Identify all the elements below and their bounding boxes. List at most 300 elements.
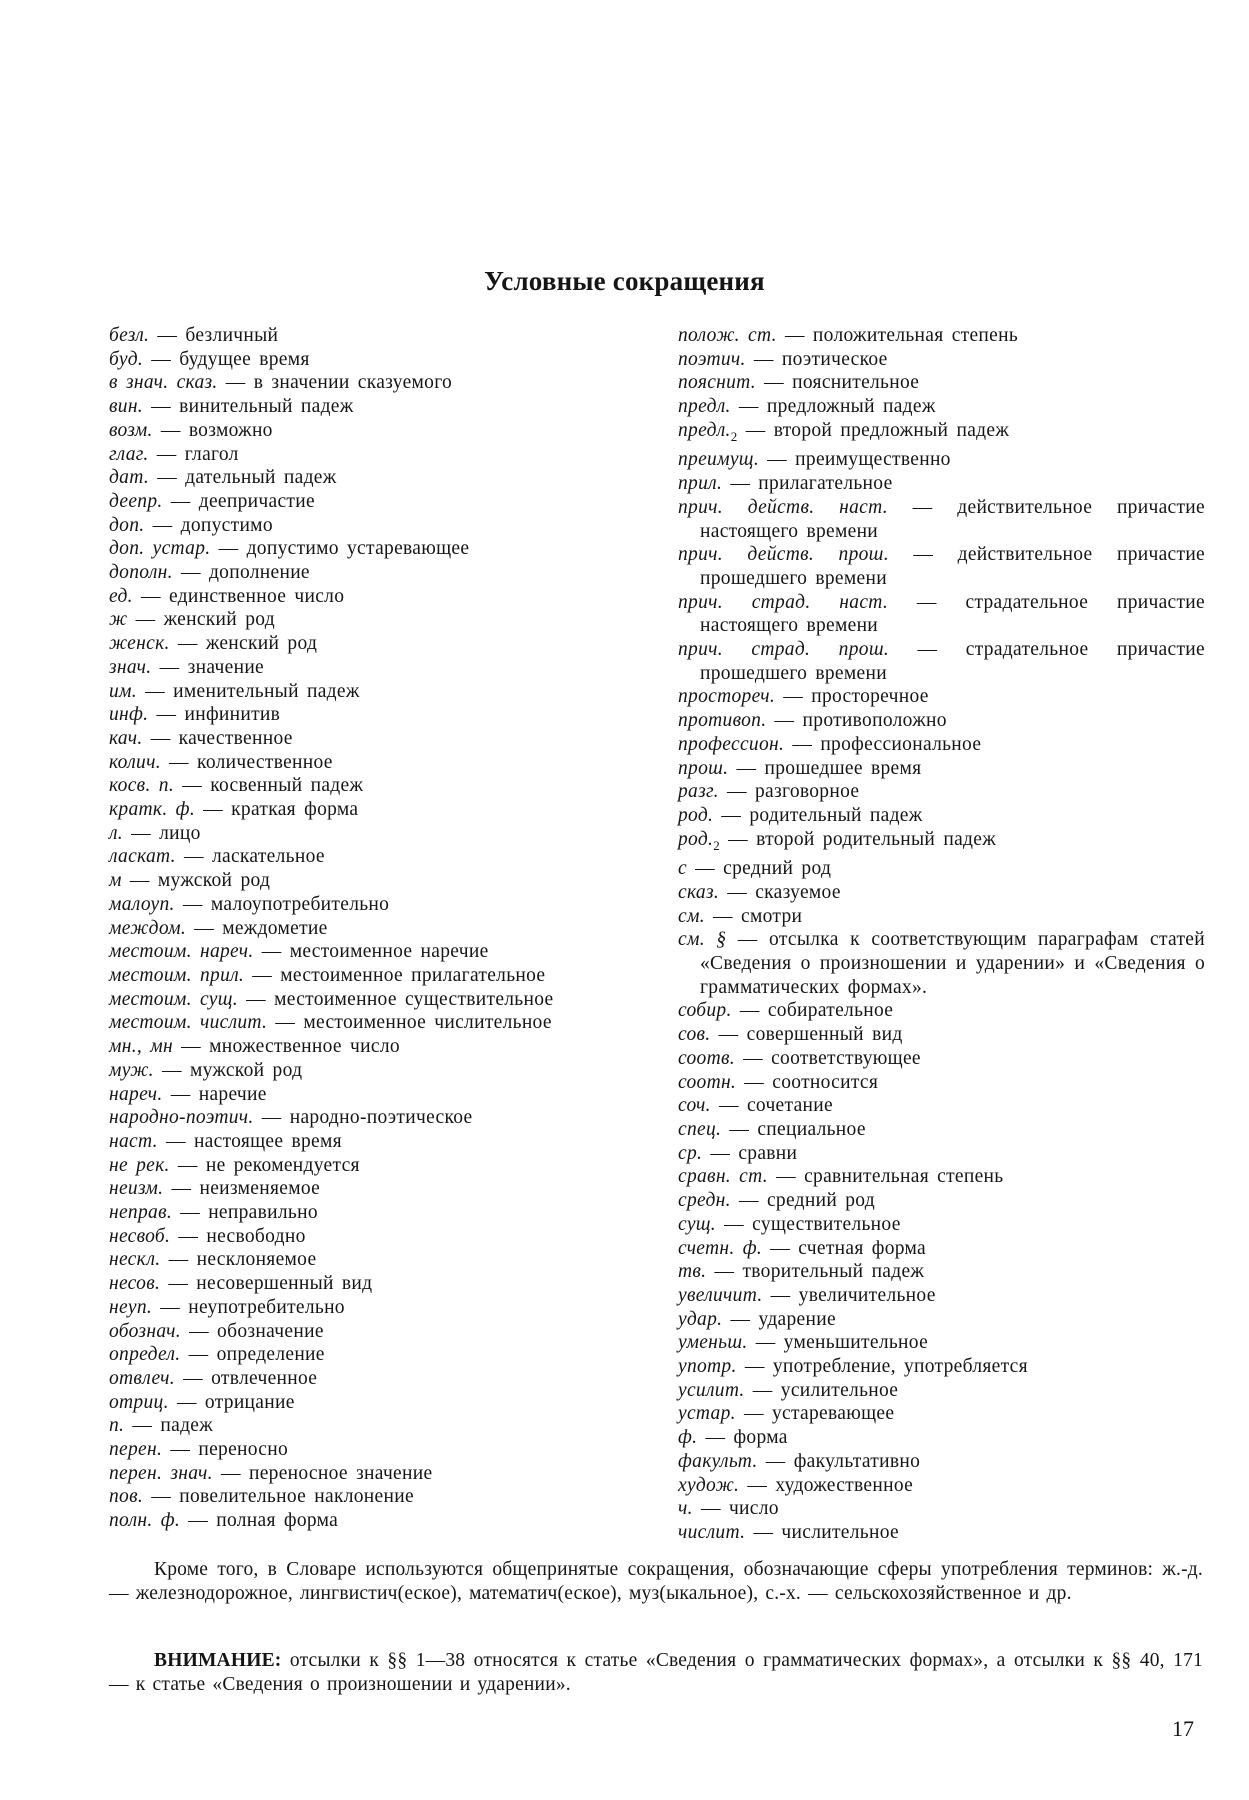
definition: неправильно — [208, 1202, 318, 1224]
abbreviation: безл. — [109, 325, 150, 346]
dash: — — [212, 1462, 249, 1484]
abbreviation-entry — [678, 1260, 1205, 1284]
definition: множественное число — [209, 1036, 400, 1058]
definition: неизменяемое — [199, 1178, 321, 1200]
abbreviation: несвоб. — [109, 1225, 171, 1247]
dash: — — [766, 710, 803, 732]
abbreviation-entry — [678, 496, 1205, 543]
abbreviation: колич. — [109, 751, 161, 773]
dash: — — [142, 396, 180, 418]
definition: винительный падеж — [179, 396, 354, 418]
definition: лицо — [159, 822, 201, 844]
abbreviation-entry — [678, 905, 1205, 929]
definition: сочетание — [746, 1095, 833, 1117]
abbreviation-entry — [678, 1189, 1205, 1213]
dash: — — [745, 348, 782, 370]
dash: — — [759, 449, 796, 471]
abbreviation: неправ. — [109, 1202, 173, 1224]
definition: значение — [187, 656, 265, 678]
definition: местоименное числительное — [303, 1012, 552, 1034]
dash: — — [153, 1059, 190, 1081]
definition: преимущественно — [795, 449, 951, 471]
abbreviation: счетн. ф. — [678, 1237, 763, 1259]
abbreviation-entry — [678, 591, 1205, 638]
definition: дополнение — [208, 562, 310, 584]
definition: устаревающее — [771, 1403, 895, 1425]
definition: допустимо — [180, 514, 273, 536]
abbreviation-subscript: 2 — [713, 837, 720, 853]
abbreviation: пояснит. — [678, 372, 756, 394]
abbreviation: нескл. — [109, 1249, 161, 1271]
dash: — — [142, 727, 179, 749]
abbreviation-entry — [678, 804, 1205, 828]
abbreviation: перен. знач. — [109, 1462, 213, 1484]
abbreviation: им. — [109, 680, 137, 702]
abbreviation-entry — [109, 1177, 609, 1201]
definition: совершенный вид — [746, 1024, 903, 1046]
dash: — — [143, 348, 180, 370]
abbreviation-entry — [678, 1521, 1205, 1545]
abbreviation-entry — [678, 1071, 1205, 1095]
dash: — — [776, 325, 813, 346]
abbreviation: род. — [678, 804, 714, 826]
definition: положительная степень — [812, 325, 1019, 346]
dash: — — [719, 881, 756, 903]
dash: — — [736, 1356, 773, 1378]
abbreviation: уменьш. — [678, 1332, 748, 1354]
dash: — — [174, 893, 211, 915]
definition: страдательное причастие настоящего времени — [700, 591, 1206, 637]
abbreviation: малоуп. — [109, 893, 175, 915]
abbreviation: ласкат. — [109, 846, 176, 868]
definition: народно-поэтическое — [289, 1107, 473, 1129]
abbreviation: средн. — [678, 1190, 731, 1212]
dash: — — [148, 443, 185, 465]
dash: — — [735, 1403, 772, 1425]
abbreviation-entry — [109, 822, 609, 846]
abbreviation: см. § — [678, 929, 727, 951]
definition: число — [728, 1498, 779, 1520]
dash: — — [762, 1237, 799, 1259]
definition: профессиональное — [820, 733, 982, 755]
dash: — — [122, 822, 160, 844]
abbreviation-entry — [109, 348, 609, 372]
abbreviation-entry — [678, 1047, 1205, 1071]
abbreviation-entry — [678, 1023, 1205, 1047]
definition: творительный падеж — [742, 1261, 925, 1283]
dash: — — [132, 585, 169, 607]
dash: — — [734, 1047, 772, 1069]
abbreviation: вин. — [109, 396, 143, 418]
abbreviation-entry — [109, 1296, 609, 1320]
definition: несовершенный вид — [196, 1273, 373, 1295]
dash: — — [172, 562, 209, 584]
dash: — — [169, 633, 206, 655]
abbreviation: ж — [109, 609, 128, 631]
definition: в значении сказуемого — [253, 372, 453, 394]
abbreviation: разг. — [678, 781, 719, 803]
dash: — — [152, 419, 189, 441]
abbreviation: сущ. — [678, 1213, 716, 1235]
definition: настоящее время — [193, 1130, 342, 1152]
abbreviation-entry — [678, 928, 1205, 999]
abbreviation-entry — [109, 1059, 609, 1083]
abbreviation-entry — [109, 774, 609, 798]
definition: ударение — [758, 1308, 836, 1330]
definition: родительный падеж — [749, 804, 923, 826]
definition: мужской род — [157, 870, 271, 892]
abbreviation: преимущ. — [678, 449, 759, 471]
definition: соответствующее — [771, 1047, 921, 1069]
definition: переносное значение — [248, 1462, 433, 1484]
definition: счетная форма — [798, 1237, 926, 1259]
abbreviation-entry — [109, 893, 609, 917]
dash: — — [730, 1190, 767, 1212]
definition: смотри — [741, 905, 803, 927]
abbreviation: местоим. сущ. — [109, 988, 238, 1010]
dash: — — [721, 1118, 758, 1140]
abbreviation: кач. — [109, 727, 143, 749]
abbreviation: доп. устар. — [109, 538, 211, 560]
abbreviation-entry — [109, 537, 609, 561]
definition: падеж — [160, 1415, 214, 1437]
dash: — — [217, 372, 254, 394]
definition: пояснительное — [792, 372, 920, 394]
attention-paragraph — [109, 1649, 1203, 1697]
abbreviation: сравн. ст. — [678, 1166, 768, 1188]
dash: — — [889, 639, 966, 661]
definition: деепричастие — [198, 490, 315, 512]
dash: — — [160, 1273, 197, 1295]
dash: — — [148, 704, 185, 726]
abbreviation: кратк. ф. — [109, 799, 195, 821]
abbreviation-entry — [109, 1485, 609, 1509]
dash: — — [737, 419, 774, 441]
abbreviation-entry — [109, 845, 609, 869]
abbreviation: отвлеч. — [109, 1367, 175, 1389]
dash: — — [702, 1142, 739, 1164]
definition: отсылка к соответствующим параграфам статей «Сведения о произношении и ударении» и «Сведения о грамматических формах». — [700, 929, 1205, 998]
definition: средний род — [723, 858, 832, 880]
abbreviation: пов. — [109, 1486, 144, 1508]
abbreviation: прич. действ. наст. — [678, 496, 888, 518]
abbreviation-entry — [678, 685, 1205, 709]
abbreviation-entry — [678, 780, 1205, 804]
dash: — — [692, 1498, 729, 1520]
dash: — — [718, 781, 755, 803]
abbreviation-entry — [109, 798, 609, 822]
abbreviation-entry — [109, 608, 609, 632]
abbreviation-entry — [678, 1402, 1205, 1426]
dash: — — [170, 1225, 207, 1247]
abbreviation: косв. п. — [109, 775, 175, 797]
abbreviation-entry — [109, 727, 609, 751]
definition: неупотребительно — [188, 1296, 345, 1318]
abbreviation-entry — [109, 1320, 609, 1344]
dash: — — [172, 1202, 209, 1224]
abbreviation-entry — [109, 751, 609, 775]
dash: — — [172, 1036, 210, 1058]
abbreviation: дат. — [109, 467, 150, 489]
definition: отрицание — [204, 1391, 295, 1413]
definition: специальное — [757, 1118, 866, 1140]
abbreviation-entry — [678, 709, 1205, 733]
dash: — — [710, 1095, 747, 1117]
dash: — — [149, 325, 186, 346]
abbreviation: междом. — [109, 917, 187, 939]
abbreviation: прич. действ. прош. — [678, 544, 889, 566]
abbreviation: м — [109, 870, 122, 892]
dash: — — [713, 804, 750, 826]
dash: — — [888, 544, 958, 566]
definition: наречие — [198, 1083, 267, 1105]
definition: второй предложный падеж — [773, 419, 1010, 441]
abbreviation-entry — [678, 1284, 1205, 1308]
abbreviation-entry — [678, 1237, 1205, 1261]
abbreviation-entry — [678, 324, 1205, 348]
definition: факультативно — [793, 1450, 921, 1472]
abbreviation: употр. — [678, 1356, 737, 1378]
abbreviation: ед. — [109, 585, 133, 607]
dash: — — [757, 1450, 794, 1472]
dash: — — [195, 799, 232, 821]
abbreviation: увеличит. — [678, 1284, 763, 1306]
abbreviation-entry — [678, 1165, 1205, 1189]
definition: безличный — [185, 325, 279, 346]
dash: — — [124, 1415, 161, 1437]
dash: — — [136, 680, 174, 702]
abbreviation: наст. — [109, 1130, 158, 1152]
dash: — — [162, 1439, 199, 1461]
abbreviations-right-column — [678, 324, 1205, 1545]
dash: — — [163, 1178, 200, 1200]
note-paragraph: Кроме того, в Словаре используются общепринятые сокращения, обозначающие сферы употребления терминов: ж.-д. — железнодорожное, лингвистич(еское), математич(еское), муз(ыкальное), с.-х. — сельскохозяйственное и др. — [109, 1559, 1203, 1604]
abbreviation-entry — [109, 466, 609, 490]
definition: уменьшительное — [783, 1332, 929, 1354]
definition: собирательное — [767, 1000, 894, 1022]
dash: — — [169, 1154, 206, 1176]
abbreviation-entry — [109, 585, 609, 609]
abbreviation: поэтич. — [678, 348, 746, 370]
abbreviation-entry — [678, 757, 1205, 781]
dash: — — [726, 929, 770, 951]
abbreviation-entry — [109, 703, 609, 727]
definition: числительное — [781, 1521, 899, 1543]
definition: второй родительный падеж — [756, 828, 996, 850]
definition: местоименное существительное — [274, 988, 554, 1010]
dash: — — [784, 733, 821, 755]
abbreviation-entry — [109, 1106, 609, 1130]
abbreviation-entry — [678, 638, 1205, 685]
dash: — — [739, 1474, 776, 1496]
abbreviation-entry — [678, 1094, 1205, 1118]
abbreviation: мн., мн — [109, 1036, 173, 1058]
dash: — — [704, 905, 742, 927]
dash: — — [710, 1024, 747, 1046]
abbreviation-entry — [109, 917, 609, 941]
abbreviation-entry — [109, 1201, 609, 1225]
abbreviation: неизм. — [109, 1178, 164, 1200]
dash: — — [686, 858, 724, 880]
abbreviation-entry — [109, 1248, 609, 1272]
definition: обозначение — [217, 1320, 324, 1342]
abbreviation-entry — [109, 1438, 609, 1462]
definition: местоименное прилагательное — [280, 964, 546, 986]
definition: художественное — [775, 1474, 914, 1496]
abbreviation: противоп. — [678, 710, 767, 732]
definition: возможно — [188, 419, 273, 441]
abbreviation: числит. — [678, 1521, 746, 1543]
dash: — — [745, 1521, 782, 1543]
abbreviation-entry — [678, 1213, 1205, 1237]
dash: — — [175, 846, 212, 868]
abbreviation: род. — [678, 828, 714, 850]
dash: — — [160, 1249, 197, 1271]
definition: несклоняемое — [196, 1249, 317, 1271]
definition: средний род — [766, 1190, 876, 1212]
definition: междометие — [222, 917, 328, 939]
dash: — — [767, 1166, 805, 1188]
abbreviation-entry — [109, 940, 609, 964]
abbreviation: местоим. нареч. — [109, 941, 254, 963]
definition: определение — [216, 1344, 325, 1366]
abbreviation: несов. — [109, 1273, 161, 1295]
abbreviation-entry — [678, 348, 1205, 372]
abbreviation: собир. — [678, 1000, 732, 1022]
dash: — — [731, 1000, 768, 1022]
dash: — — [736, 1071, 773, 1093]
definition: косвенный падеж — [210, 775, 364, 797]
abbreviation-entry — [109, 1272, 609, 1296]
abbreviation: предл. — [678, 419, 731, 441]
abbreviation-entry — [109, 371, 609, 395]
dash: — — [747, 1332, 784, 1354]
definition: единственное число — [168, 585, 345, 607]
definition: женский род — [163, 609, 275, 631]
dash: — — [143, 1486, 180, 1508]
abbreviation: местоим. прил. — [109, 964, 245, 986]
definition: женский род — [205, 633, 318, 655]
abbreviation: определ. — [109, 1344, 181, 1366]
dash: — — [174, 775, 211, 797]
abbreviation-entry — [678, 1331, 1205, 1355]
abbreviation-entry — [109, 869, 609, 893]
abbreviation: устар. — [678, 1403, 736, 1425]
dash: — — [151, 656, 188, 678]
abbreviation-entry — [678, 828, 1205, 858]
abbreviation: полн. ф. — [109, 1510, 181, 1532]
abbreviation: усилит. — [678, 1379, 745, 1401]
abbreviation-entry — [109, 632, 609, 656]
abbreviation-entry — [678, 881, 1205, 905]
abbreviation-entry — [678, 1308, 1205, 1332]
abbreviation: прич. страд. наст. — [678, 591, 889, 613]
abbreviation: соотв. — [678, 1047, 735, 1069]
abbreviation-entry — [109, 1391, 609, 1415]
dash: — — [152, 1296, 189, 1318]
abbreviations-left-column — [109, 324, 609, 1533]
abbreviation: л. — [109, 822, 123, 844]
definition: допустимо устаревающее — [246, 538, 470, 560]
dash: — — [144, 514, 181, 536]
abbreviation: тв. — [678, 1261, 707, 1283]
abbreviation-entry — [109, 561, 609, 585]
definition: усилительное — [780, 1379, 899, 1401]
dash: — — [180, 1344, 217, 1366]
abbreviation: неуп. — [109, 1296, 153, 1318]
abbreviation-entry — [678, 999, 1205, 1023]
dash: — — [149, 467, 186, 489]
abbreviation-entry — [109, 1083, 609, 1107]
dash: — — [267, 1012, 304, 1034]
abbreviation: в знач. сказ. — [109, 372, 218, 394]
abbreviation-entry — [678, 1497, 1205, 1521]
definition: увеличительное — [798, 1284, 936, 1306]
dash: — — [730, 396, 767, 418]
abbreviation-entry — [678, 419, 1205, 449]
definition: прилагательное — [758, 473, 893, 495]
abbreviation-entry — [109, 1462, 609, 1486]
abbreviation-entry — [109, 1225, 609, 1249]
dash: — — [180, 1320, 218, 1342]
attention-label: ВНИМАНИЕ: — [154, 1650, 282, 1671]
abbreviation: перен. — [109, 1439, 163, 1461]
abbreviation-entry — [109, 324, 609, 348]
abbreviation: сов. — [678, 1024, 711, 1046]
dash: — — [168, 1391, 205, 1413]
dash: — — [706, 1261, 743, 1283]
abbreviation-entry — [109, 1414, 609, 1438]
abbreviation: буд. — [109, 348, 144, 370]
abbreviation: муж. — [109, 1059, 154, 1081]
dash: — — [160, 751, 198, 773]
definition: употребление, употребляется — [772, 1356, 1028, 1378]
dash: — — [210, 538, 247, 560]
abbreviation: женск. — [109, 633, 170, 655]
abbreviation-entry — [109, 988, 609, 1012]
definition: малоупотребительно — [210, 893, 390, 915]
definition: несвободно — [206, 1225, 306, 1247]
abbreviation-entry — [678, 1355, 1205, 1379]
definition: количественное — [197, 751, 333, 773]
dash: — — [186, 917, 223, 939]
abbreviation-entry — [109, 395, 609, 419]
abbreviation-entry — [109, 680, 609, 704]
dash: — — [162, 1083, 199, 1105]
definition: именительный падеж — [173, 680, 360, 702]
abbreviation: прич. страд. прош. — [678, 639, 890, 661]
abbreviation: отриц. — [109, 1391, 169, 1413]
abbreviation-entry — [109, 1367, 609, 1391]
dash: — — [722, 473, 759, 495]
definition: разговорное — [755, 781, 860, 803]
dash: — — [253, 941, 290, 963]
definition: отвлеченное — [211, 1367, 318, 1389]
page-number: 17 — [1172, 1716, 1194, 1741]
abbreviation-entry — [109, 514, 609, 538]
definition: качественное — [178, 727, 293, 749]
abbreviation-entry — [678, 395, 1205, 419]
abbreviation-entry — [678, 543, 1205, 590]
definition: дательный падеж — [185, 467, 337, 489]
abbreviation: соч. — [678, 1095, 711, 1117]
dash: — — [162, 490, 199, 512]
dash: — — [121, 870, 158, 892]
abbreviation: худож. — [678, 1474, 740, 1496]
definition: прошедшее время — [764, 757, 922, 779]
dash: — — [755, 372, 793, 394]
abbreviation-entry — [109, 656, 609, 680]
